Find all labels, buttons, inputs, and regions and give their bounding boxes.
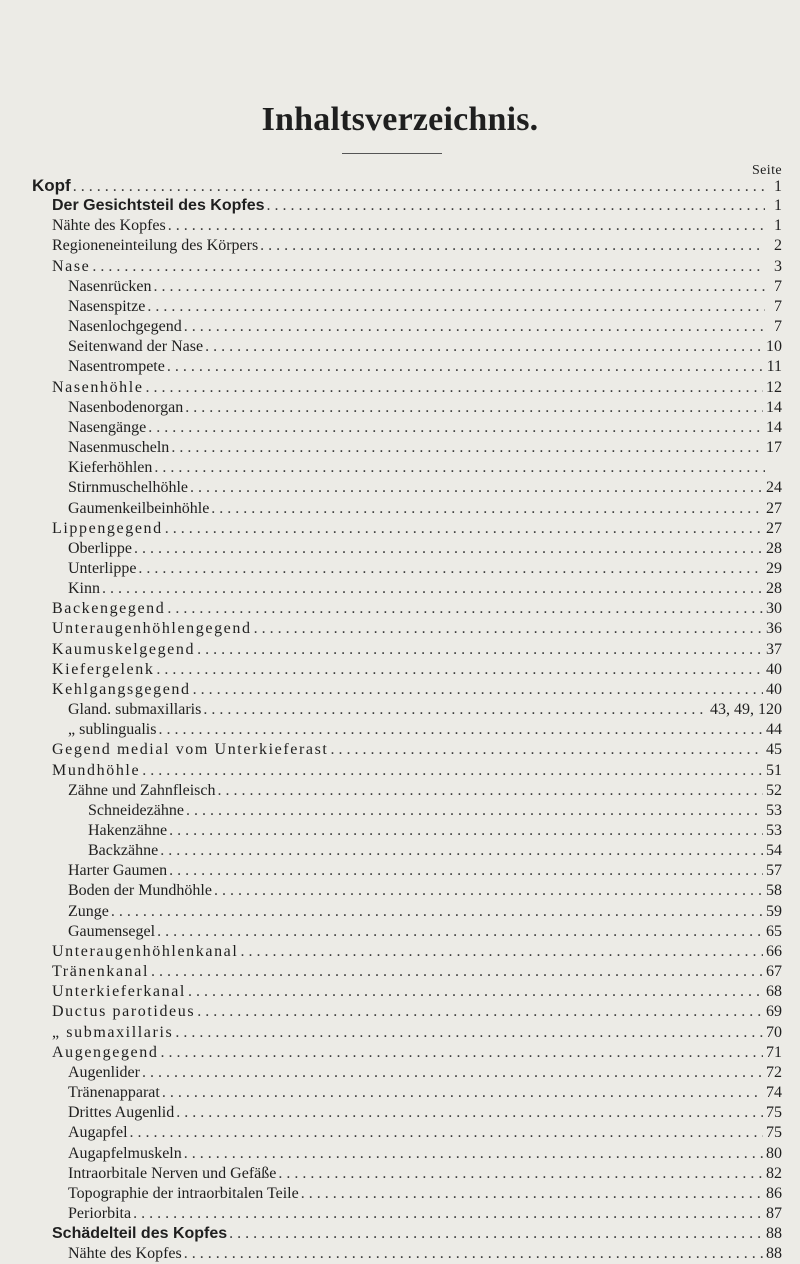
toc-entry-label: Boden der Mundhöhle xyxy=(68,882,212,900)
toc-entry xyxy=(32,1224,782,1244)
dot-leader xyxy=(184,1144,763,1164)
toc-entry-label: Gegend medial vom Unterkieferast xyxy=(52,741,329,759)
toc-entry xyxy=(32,1002,782,1022)
title-divider xyxy=(342,153,442,154)
toc-entry xyxy=(32,398,782,418)
dot-leader xyxy=(278,1164,763,1184)
toc-entry xyxy=(32,1204,782,1224)
toc-entry-label: Tränenapparat xyxy=(68,1084,160,1102)
dot-leader xyxy=(142,1063,763,1083)
toc-entry xyxy=(32,1023,782,1043)
toc-entry-page: 14 xyxy=(766,418,782,436)
dot-leader xyxy=(134,539,763,559)
toc-entry-page: 74 xyxy=(766,1084,782,1102)
toc-entry-label: Kinn xyxy=(68,580,100,598)
toc-entry xyxy=(32,458,782,478)
dot-leader xyxy=(171,438,763,458)
toc-entry-page: 52 xyxy=(766,781,782,799)
toc-entry-label: Stirnmuschelhöhle xyxy=(68,479,188,497)
dot-leader xyxy=(146,378,763,398)
toc-entry-page: 7 xyxy=(774,277,782,295)
toc-entry-page: 71 xyxy=(766,1043,782,1061)
dot-leader xyxy=(218,781,764,801)
toc-entry-page: 75 xyxy=(766,1104,782,1122)
toc-entry-page: 14 xyxy=(766,398,782,416)
dot-leader xyxy=(142,761,763,781)
toc-entry xyxy=(32,478,782,498)
toc-entry-label: Kopf xyxy=(32,176,71,195)
toc-entry-page: 88 xyxy=(766,1225,782,1243)
toc-entry-page: 29 xyxy=(766,559,782,577)
toc-entry xyxy=(32,861,782,881)
toc-entry xyxy=(32,337,782,357)
toc-entry xyxy=(32,519,782,539)
toc-entry-page: 12 xyxy=(766,378,782,396)
toc-entry-label: Augapfelmuskeln xyxy=(68,1144,182,1162)
dot-leader xyxy=(211,499,763,519)
toc-entry-page: 40 xyxy=(766,680,782,698)
toc-entry xyxy=(32,1144,782,1164)
dot-leader xyxy=(184,317,765,337)
toc-entry-label: Augapfel xyxy=(68,1124,128,1142)
toc-entry-label: Topographie der intraorbitalen Teile xyxy=(68,1184,299,1202)
toc-entry-label: Nasengänge xyxy=(68,418,147,436)
toc-entry-page: 53 xyxy=(766,801,782,819)
table-of-contents xyxy=(32,176,782,1264)
toc-entry-label: Unteraugenhöhlenkanal xyxy=(52,942,239,960)
toc-entry xyxy=(32,982,782,1002)
toc-entry-page: 44 xyxy=(766,721,782,739)
dot-leader xyxy=(157,922,763,942)
dot-leader xyxy=(167,599,763,619)
dot-leader xyxy=(175,1023,763,1043)
toc-entry-page: 57 xyxy=(766,862,782,880)
toc-entry-label: Nähte des Kopfes xyxy=(52,217,166,235)
toc-entry-page: 82 xyxy=(766,1164,782,1182)
dot-leader xyxy=(301,1184,763,1204)
dot-leader xyxy=(267,196,765,216)
toc-entry xyxy=(32,196,782,216)
toc-entry-page: 1 xyxy=(774,197,782,215)
toc-entry-label: Seitenwand der Nase xyxy=(68,338,204,356)
dot-leader xyxy=(186,801,763,821)
dot-leader xyxy=(240,942,763,962)
dot-leader xyxy=(158,720,763,740)
toc-entry-label: Gaumenkeilbeinhöhle xyxy=(68,499,210,517)
toc-entry-label: Nasenrücken xyxy=(68,277,152,295)
toc-entry-label: Kiefergelenk xyxy=(52,660,155,678)
dot-leader xyxy=(111,902,763,922)
toc-entry xyxy=(32,841,782,861)
toc-entry-page: 72 xyxy=(766,1063,782,1081)
dot-leader xyxy=(184,1244,763,1264)
toc-entry-label: Nasenspitze xyxy=(68,297,146,315)
toc-entry xyxy=(32,942,782,962)
toc-entry-label: Augenlider xyxy=(68,1063,140,1081)
toc-entry-label: Nähte des Kopfes xyxy=(68,1245,182,1263)
toc-entry-page: 30 xyxy=(766,600,782,618)
toc-entry xyxy=(32,236,782,256)
toc-entry xyxy=(32,962,782,982)
toc-entry xyxy=(32,902,782,922)
toc-entry-label: „ submaxillaris xyxy=(52,1023,174,1041)
toc-entry-page: 36 xyxy=(766,620,782,638)
toc-entry-label: Unterlippe xyxy=(68,559,137,577)
dot-leader xyxy=(148,418,763,438)
toc-entry-page: 69 xyxy=(766,1003,782,1021)
toc-entry xyxy=(32,1063,782,1083)
toc-entry-label: Kieferhöhlen xyxy=(68,459,153,477)
toc-entry xyxy=(32,801,782,821)
toc-entry-page: 28 xyxy=(766,539,782,557)
toc-entry-label: Backzähne xyxy=(88,842,159,860)
toc-entry-page: 7 xyxy=(774,318,782,336)
toc-entry-page: 1 xyxy=(774,217,782,235)
toc-entry xyxy=(32,1164,782,1184)
dot-leader xyxy=(197,1002,763,1022)
toc-entry-page: 51 xyxy=(766,761,782,779)
toc-entry-page: 24 xyxy=(766,479,782,497)
toc-entry-page: 17 xyxy=(766,439,782,457)
toc-entry-label: Nase xyxy=(52,257,91,275)
toc-entry xyxy=(32,1103,782,1123)
dot-leader xyxy=(154,277,765,297)
page-column-header: Seite xyxy=(752,163,782,178)
toc-entry xyxy=(32,277,782,297)
dot-leader xyxy=(92,257,765,277)
toc-entry xyxy=(32,579,782,599)
toc-entry xyxy=(32,821,782,841)
toc-entry-page: 70 xyxy=(766,1023,782,1041)
dot-leader xyxy=(169,821,763,841)
dot-leader xyxy=(156,660,763,680)
toc-entry-page: 37 xyxy=(766,640,782,658)
dot-leader xyxy=(214,881,763,901)
dot-leader xyxy=(330,740,763,760)
dot-leader xyxy=(205,337,763,357)
toc-entry-label: Backengegend xyxy=(52,600,166,618)
toc-entry-label: Intraorbitale Nerven und Gefäße xyxy=(68,1164,277,1182)
dot-leader xyxy=(168,216,765,236)
toc-entry xyxy=(32,257,782,277)
toc-entry-page: 87 xyxy=(766,1204,782,1222)
toc-entry-page: 53 xyxy=(766,822,782,839)
toc-entry-label: Hakenzähne xyxy=(88,822,168,839)
toc-entry-label: Kaumuskelgegend xyxy=(52,640,196,658)
toc-entry xyxy=(32,680,782,700)
toc-entry-page: 27 xyxy=(766,519,782,537)
toc-entry xyxy=(32,660,782,680)
toc-entry xyxy=(32,1244,782,1264)
toc-entry-page: 11 xyxy=(766,358,782,376)
dot-leader xyxy=(169,861,763,881)
toc-entry-page: 58 xyxy=(766,882,782,900)
toc-entry-label: „ sublingualis xyxy=(68,721,157,739)
toc-entry xyxy=(32,1123,782,1143)
toc-entry xyxy=(32,1184,782,1204)
toc-entry xyxy=(32,740,782,760)
dot-leader xyxy=(190,478,763,498)
toc-entry xyxy=(32,297,782,317)
toc-entry xyxy=(32,781,782,801)
toc-entry-label: Zähne und Zahnfleisch xyxy=(68,781,216,799)
toc-entry xyxy=(32,1083,782,1103)
dot-leader xyxy=(229,1224,763,1244)
toc-entry-page: 80 xyxy=(766,1144,782,1162)
dot-leader xyxy=(176,1103,763,1123)
dot-leader xyxy=(167,357,764,377)
toc-entry xyxy=(32,357,782,377)
dot-leader xyxy=(193,680,763,700)
toc-entry-label: Nasenlochgegend xyxy=(68,318,182,336)
toc-entry-page: 88 xyxy=(766,1245,782,1263)
toc-entry-label: Augengegend xyxy=(52,1043,159,1061)
dot-leader xyxy=(162,1083,763,1103)
toc-entry xyxy=(32,559,782,579)
toc-entry-page: 75 xyxy=(766,1124,782,1142)
dot-leader xyxy=(160,1043,763,1063)
toc-entry-page: 59 xyxy=(766,902,782,920)
toc-entry xyxy=(32,317,782,337)
toc-entry xyxy=(32,499,782,519)
toc-entry-label: Regioneneinteilung des Körpers xyxy=(52,237,259,255)
dot-leader xyxy=(73,177,765,196)
toc-entry-label: Oberlippe xyxy=(68,539,132,557)
dot-leader xyxy=(154,458,765,478)
toc-entry-page: 1 xyxy=(774,178,782,195)
toc-entry xyxy=(32,720,782,740)
toc-entry-label: Ductus parotideus xyxy=(52,1003,196,1021)
toc-entry xyxy=(32,640,782,660)
toc-entry-label: Harter Gaumen xyxy=(68,862,168,880)
dot-leader xyxy=(188,982,763,1002)
toc-entry-page: 28 xyxy=(766,580,782,598)
toc-entry-label: Unterkieferkanal xyxy=(52,983,186,1001)
toc-entry-label: Gland. submaxillaris xyxy=(68,701,202,719)
dot-leader xyxy=(133,1204,763,1224)
toc-entry-page: 54 xyxy=(766,842,782,860)
dot-leader xyxy=(185,398,763,418)
toc-entry-page: 65 xyxy=(766,922,782,940)
toc-entry xyxy=(32,700,782,720)
dot-leader xyxy=(203,700,707,720)
dot-leader xyxy=(254,619,763,639)
toc-entry-page: 2 xyxy=(774,237,782,255)
toc-entry-page: 40 xyxy=(766,660,782,678)
toc-entry-page: 43, 49, 120 xyxy=(710,701,782,719)
toc-entry-label: Kehlgangsgegend xyxy=(52,680,191,698)
toc-entry xyxy=(32,619,782,639)
toc-entry-label: Unteraugenhöhlengegend xyxy=(52,620,252,638)
toc-entry xyxy=(32,1043,782,1063)
toc-entry xyxy=(32,216,782,236)
toc-entry xyxy=(32,539,782,559)
toc-entry-page: 66 xyxy=(766,942,782,960)
toc-entry-page: 68 xyxy=(766,983,782,1001)
toc-entry-page: 10 xyxy=(766,338,782,356)
dot-leader xyxy=(130,1123,763,1143)
toc-entry-label: Zunge xyxy=(68,902,109,920)
toc-entry xyxy=(32,881,782,901)
dot-leader xyxy=(138,559,763,579)
dot-leader xyxy=(165,519,763,539)
dot-leader xyxy=(151,962,763,982)
page-title: Inhaltsverzeichnis. xyxy=(261,101,539,138)
toc-entry-label: Der Gesichtsteil des Kopfes xyxy=(52,197,265,215)
toc-entry-page: 3 xyxy=(774,257,782,275)
toc-entry xyxy=(32,438,782,458)
toc-entry-page: 7 xyxy=(774,297,782,315)
toc-entry-label: Mundhöhle xyxy=(52,761,141,779)
toc-entry-label: Nasenmuscheln xyxy=(68,439,170,457)
toc-entry-label: Nasenbodenorgan xyxy=(68,398,184,416)
toc-entry-label: Schneidezähne xyxy=(88,801,184,819)
dot-leader xyxy=(260,236,765,256)
toc-entry-label: Drittes Augenlid xyxy=(68,1104,175,1122)
toc-entry-label: Gaumensegel xyxy=(68,922,156,940)
toc-entry xyxy=(32,418,782,438)
toc-entry-label: Nasenhöhle xyxy=(52,378,144,396)
toc-entry-page: 67 xyxy=(766,963,782,981)
toc-entry-page: 27 xyxy=(766,499,782,517)
toc-entry xyxy=(32,761,782,781)
toc-entry-page: 86 xyxy=(766,1184,782,1202)
dot-leader xyxy=(147,297,765,317)
toc-entry-label: Schädelteil des Kopfes xyxy=(52,1225,228,1243)
toc-entry xyxy=(32,922,782,942)
toc-entry-label: Lippengegend xyxy=(52,519,163,537)
toc-entry-label: Nasentrompete xyxy=(68,358,165,376)
toc-entry-label: Tränenkanal xyxy=(52,963,149,981)
dot-leader xyxy=(160,841,763,861)
dot-leader xyxy=(102,579,763,599)
toc-entry xyxy=(32,378,782,398)
toc-entry xyxy=(32,176,782,196)
toc-entry-page: 45 xyxy=(766,741,782,759)
toc-entry-label: Periorbita xyxy=(68,1204,132,1222)
toc-entry xyxy=(32,599,782,619)
dot-leader xyxy=(197,640,763,660)
